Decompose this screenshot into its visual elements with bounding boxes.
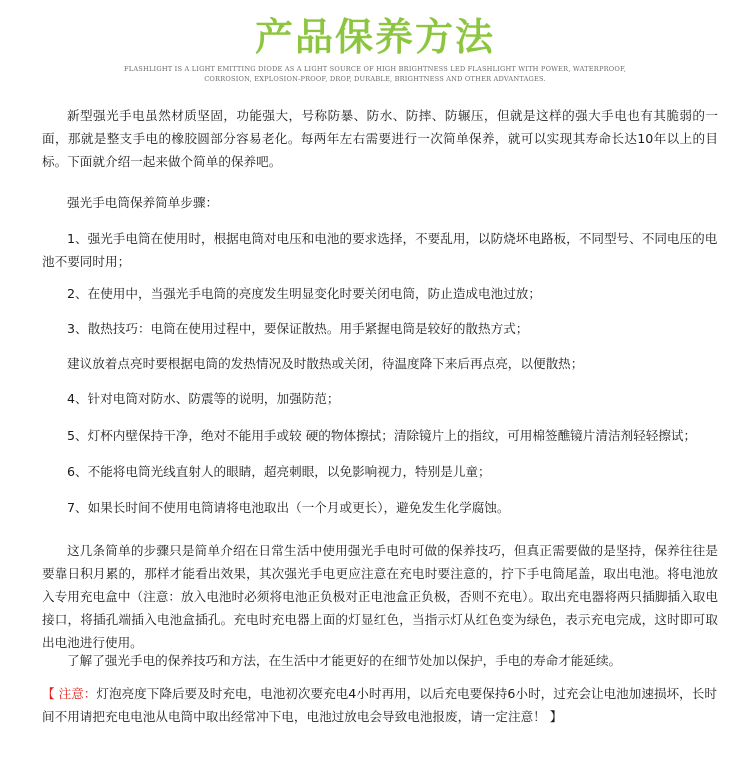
step-item: 1、强光手电筒在使用时，根据电筒对电压和电池的要求选择，不要乱用，以防烧坏电路板，不同型号、不同电压的电池不要同时用； [42, 231, 718, 269]
page-title: 产品保养方法 [254, 15, 495, 59]
summary-paragraph: 这几条简单的步骤只是简单介绍在日常生活中使用强光手电时可做的保养技巧，但真正需要做的是坚持，保养往往是要靠日积月累的，那样才能看出效果，其次强光手电更应注意在充电时要注意的，拧下手电筒尾盖，取出电池。将电池放入专用充电盒中（注意：放入电池时必须将电池正负极对正电池盒正负极，否则不充电）。取出充电器将两只插脚插入取电接口，将插孔端插入电池盒插孔。充电时充电器上面的灯显红色，当指示灯从红色变为绿色，表示充电完成，这时即可取出电池进行使用。 [42, 543, 718, 650]
warning-label: 【 注意： [42, 686, 97, 701]
step-item: 4、针对电筒对防水、防震等的说明，加强防范； [67, 391, 340, 406]
intro-paragraph: 新型强光手电虽然材质坚固，功能强大，号称防暴、防水、防摔、防辗压，但就是这样的强大手电也有其脆弱的一面，那就是整支手电的橡胶圆部分容易老化。每两年左右需要进行一次简单保养，就可以实现其寿命长达10年以上的目标。下面就介绍一起来做个简单的保养吧。 [42, 108, 718, 169]
step-item: 3、散热技巧：电筒在使用过程中，要保证散热。用手紧握电筒是较好的散热方式； [67, 321, 529, 336]
step-item: 5、灯杯内壁保持干净，绝对不能用手或较 硬的物体擦拭；清除镜片上的指纹，可用棉签醮镜片清洁剂轻轻擦试； [67, 428, 697, 443]
warning-text: 灯泡亮度下降后要及时充电，电池初次要充电4小时再用，以后充电要保持6小时，过充会让电池加速损坏，长时间不用请把充电电池从电筒中取出经常冲下电，电池过放电会导致电池报废，请一定注意！ 】 [42, 686, 717, 724]
closing-paragraph: 了解了强光手电的保养技巧和方法，在生活中才能更好的在细节处加以保护，手电的寿命才能延续。 [67, 653, 622, 668]
page-subtitle: FLASHLIGHT IS A LIGHT EMITTING DIODE AS A LIGHT SOURCE OF HIGH BRIGHTNESS LED FLASHLIGHT WITH POWER, WATERPROOF, CORROSION, EXPLOSION-PROOF, DROP, DURABLE, BRIGHTNESS AND OTHER ADVANTAGES. [123, 65, 626, 83]
step-item: 6、不能将电筒光线直射人的眼睛，超亮刺眼，以免影响视力，特别是儿童； [67, 464, 491, 479]
steps-heading: 强光手电筒保养简单步骤： [67, 195, 219, 210]
step-item: 7、如果长时间不使用电筒请将电池取出（一个月或更长），避免发生化学腐蚀。 [67, 500, 510, 515]
step-item: 建议放着点亮时要根据电筒的发热情况及时散热或关闭，待温度降下来后再点亮，以便散热； [67, 356, 584, 371]
warning-note [42, 682, 718, 728]
step-item: 2、在使用中，当强光手电筒的亮度发生明显变化时要关闭电筒，防止造成电池过放； [67, 286, 541, 301]
